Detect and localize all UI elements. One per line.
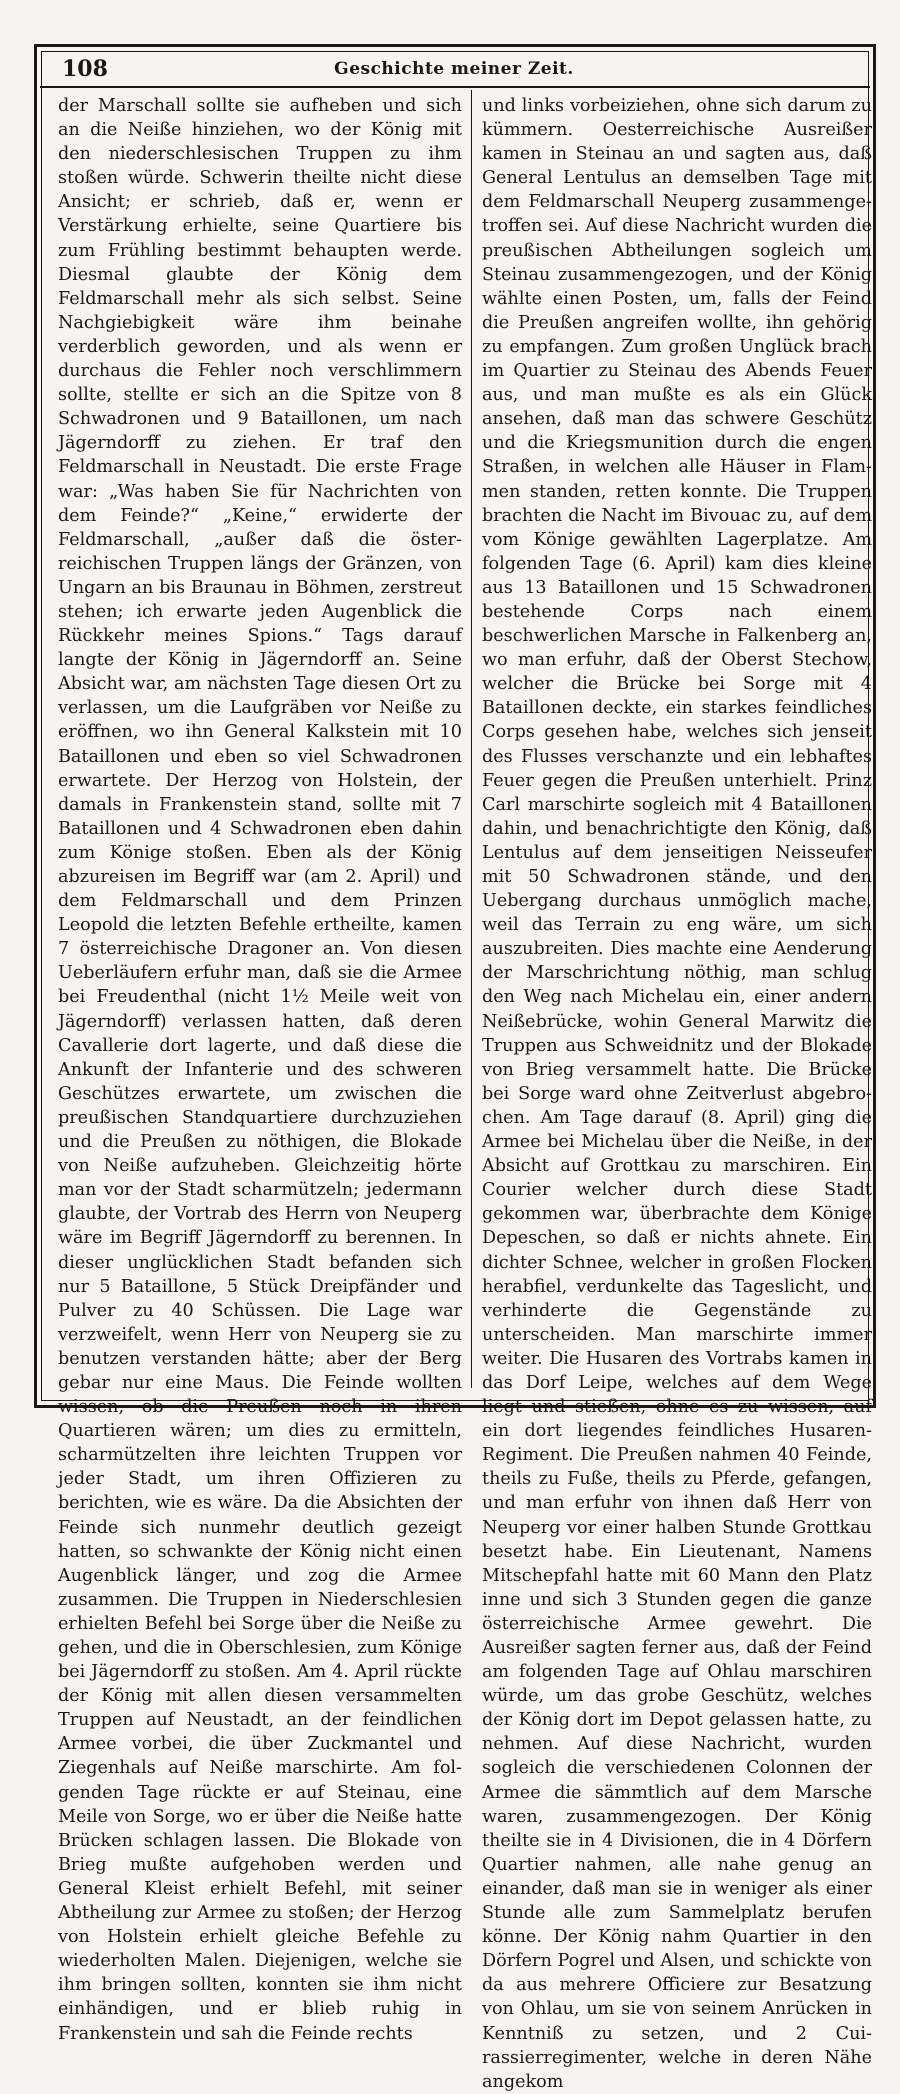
page-number: 108 — [62, 56, 108, 82]
column-text-right: und links vorbeiziehen, ohne sich darum zu kümmern. Oesterreichische Ausreißer kamen in Steinau an und sagten aus, daß General Lentulus an demselben Tage mit dem Feldmarschall Neuperg zusammengetroffen sei. Auf diese Nachricht wurden die preußischen Abtheilungen sogleich um Steinau zusammengezogen, und der König wählte einen Posten, um, falls der Feind die Preußen angreifen wollte, ihn gehörig zu empfangen. Zum großen Unglück brach im Quartier zu Steinau des Abends Feuer aus, und man mußte es als ein Glück ansehen, daß man das schwere Geschütz und die Kriegsmunition durch die engen Straßen, in welchen alle Häuser in Flammen standen, retten konnte. Die Truppen brachten die Nacht im Bivouac zu, auf dem vom Könige gewählten Lagerplatze. Am folgenden Tage (6. April) kam dies kleine aus 13 Bataillonen und 15 Schwadronen bestehende Corps nach einem beschwerlichen Marsche in Falkenberg an, wo man erfuhr, daß der Oberst Stechow, welcher die Brücke bei Sorge mit 4 Bataillonen deckte, ein starkes feindliches Corps gesehen habe, welches sich jenseit des Flusses verschanzte und ein lebhaftes Feuer gegen die Preußen unterhielt. Prinz Carl marschirte sogleich mit 4 Bataillonen dahin, und benachrichtigte den König, daß Lentulus auf dem jenseitigen Neisseufer mit 50 Schwadronen stände, und den Uebergang durchaus unmöglich mache, weil das Terrain zu eng wäre, um sich auszubreiten. Dies machte eine Aenderung der Marschrichtung nöthig, man schlug den Weg nach Michelau ein, einer andern Neißebrücke, wohin General Marwitz die Truppen aus Schweidnitz und der Blokade von Brieg versammelt hatte. Die Brücke bei Sorge ward ohne Zeitverlust abgebrochen. Am Tage darauf (8. April) ging die Armee bei Michelau über die Neiße, in der Absicht auf Grottkau zu marschiren. Ein Courier welcher durch diese Stadt gekommen war, überbrachte dem Könige Depeschen, so daß er nichts ahnete. Ein dichter Schnee, welcher in großen Flocken herabfiel, verdunkelte das Tageslicht, und verhinderte die Gegenstände zu unterscheiden. Man marschirte immer weiter. Die Husaren des Vortrabs kamen in das Dorf Leipe, welches auf dem Wege liegt und stießen, ohne es zu wissen, auf ein dort liegendes feindliches Husaren-Regiment. Die Preußen nahmen 40 Feinde, theils zu Fuße, theils zu Pferde, gefangen, und man erfuhr von ihnen daß Herr von Neuperg vor einer halben Stunde Grottkau besetzt habe. Ein Lieutenant, Namens Mitschepfahl hatte mit 60 Mann den Platz inne und sich 3 Stunden gegen die ganze österreichische Armee gewehrt. Die Ausreißer sagten ferner aus, daß der Feind am folgenden Tage auf Ohlau marschiren würde, um das grobe Geschütz, welches der König dort im Depot gelassen hatte, zu nehmen. Auf diese Nachricht, wurden sogleich die verschiedenen Colonnen der Armee die sämmtlich auf dem Marsche waren, zusammengezogen. Der König theilte sie in 4 Divisionen, die in 4 Dörfern Quartier nahmen, alle nahe genug an einander, daß man sie in weniger als einer Stunde alle zum Sammelplatz berufen könne. Der König nahm Quartier in den Dörfern Pogrel und Alsen, und schickte von da aus mehrere Officiere zur Besatzung von Ohlau, um sie von seinem Anrücken in Kenntniß zu setzen, und 2 Cuirassierregimenter, welche in deren Nähe angekom — [482, 96, 872, 2092]
running-title: Geschichte meiner Zeit. — [334, 59, 574, 79]
page-header — [36, 56, 872, 86]
column-text-left: der Marschall sollte sie aufheben und sich an die Neiße hinziehen, wo der König mit den niederschlesischen Truppen zu ihm stoßen würde. Schwerin theilte nicht diese Ansicht; er schrieb, daß er, wenn er Verstärkung erhielte, seine Quartiere bis zum Frühling bestimmt behaupten werde. Diesmal glaubte der König dem Feldmarschall mehr als sich selbst. Seine Nachgiebigkeit wäre ihm beinahe verderblich geworden, und als wenn er durchaus die Fehler noch verschlimmern sollte, stellte er sich an die Spitze von 8 Schwadronen und 9 Bataillonen, um nach Jägerndorff zu ziehen. Er traf den Feldmarschall in Neustadt. Die erste Frage war: „Was haben Sie für Nachrichten von dem Feinde?“ „Keine,“ erwiderte der Feldmarschall, „außer daß die österreichischen Truppen längs der Gränzen, von Ungarn an bis Braunau in Böhmen, zerstreut stehen; ich erwarte jeden Augenblick die Rückkehr meines Spions.“ Tags darauf langte der König in Jägerndorff an. Seine Absicht war, am nächsten Tage diesen Ort zu verlassen, um die Laufgräben vor Neiße zu eröffnen, wo ihn General Kalkstein mit 10 Bataillonen und eben so viel Schwadronen erwartete. Der Herzog von Holstein, der damals in Frankenstein stand, sollte mit 7 Bataillonen und 4 Schwadronen eben dahin zum Könige stoßen. Eben als der König abzureisen im Begriff war (am 2. April) und dem Feldmarschall und dem Prinzen Leopold die letzten Befehle ertheilte, kamen 7 österreichische Dragoner an. Von diesen Ueberläufern erfuhr man, daß sie die Armee bei Freudenthal (nicht 1½ Meile weit von Jägerndorff) verlassen hatten, daß deren Cavallerie dort lagerte, und daß diese die Ankunft der Infanterie und des schweren Geschützes erwartete, um zwischen die preußischen Standquartiere durchzuziehen und die Preußen zu nöthigen, die Blokade von Neiße aufzuheben. Gleichzeitig hörte man vor der Stadt scharmützeln; jedermann glaubte, der Vortrab des Herrn von Neuperg wäre im Begriff Jägerndorff zu berennen. In dieser unglücklichen Stadt befanden sich nur 5 Bataillone, 5 Stück Dreipfänder und Pulver zu 40 Schüssen. Die Lage war verzweifelt, wenn Herr von Neuperg sie zu benutzen verstanden hätte; aber der Berg gebar nur eine Maus. Die Feinde wollten wissen, ob die Preußen noch in ihren Quartieren wären; um dies zu ermitteln, scharmützelten ihre leichten Truppen vor jeder Stadt, um ihren Offizieren zu berichten, wie es wäre. Da die Absichten der Feinde sich nunmehr deutlich gezeigt hatten, so schwankte der König nicht einen Augenblick länger, und zog die Armee zusammen. Die Truppen in Niederschlesien erhielten Befehl bei Sorge über die Neiße zu gehen, und die in Oberschlesien, zum Könige bei Jägerndorff zu stoßen. Am 4. April rückte der König mit allen diesen versammelten Truppen auf Neustadt, an der feindlichen Armee vorbei, die über Zuckmantel und Ziegenhals auf Neiße marschirte. Am folgenden Tage rückte er auf Steinau, eine Meile von Sorge, wo er über die Neiße hatte Brücken schlagen lassen. Die Blokade von Brieg mußte aufgehoben werden und General Kleist erhielt Befehl, mit seiner Abtheilung zur Armee zu stoßen; der Herzog von Holstein erhielt gleiche Befehle zu wiederholten Malen. Diejenigen, welche sie ihm bringen sollten, konnten sie ihm nicht einhändigen, und er blieb ruhig in Frankenstein und sah die Feinde rechts — [58, 96, 463, 2044]
text-column-left — [58, 94, 463, 2044]
text-column-right — [482, 94, 872, 2092]
header-rule — [40, 86, 870, 88]
column-divider — [471, 90, 472, 1388]
